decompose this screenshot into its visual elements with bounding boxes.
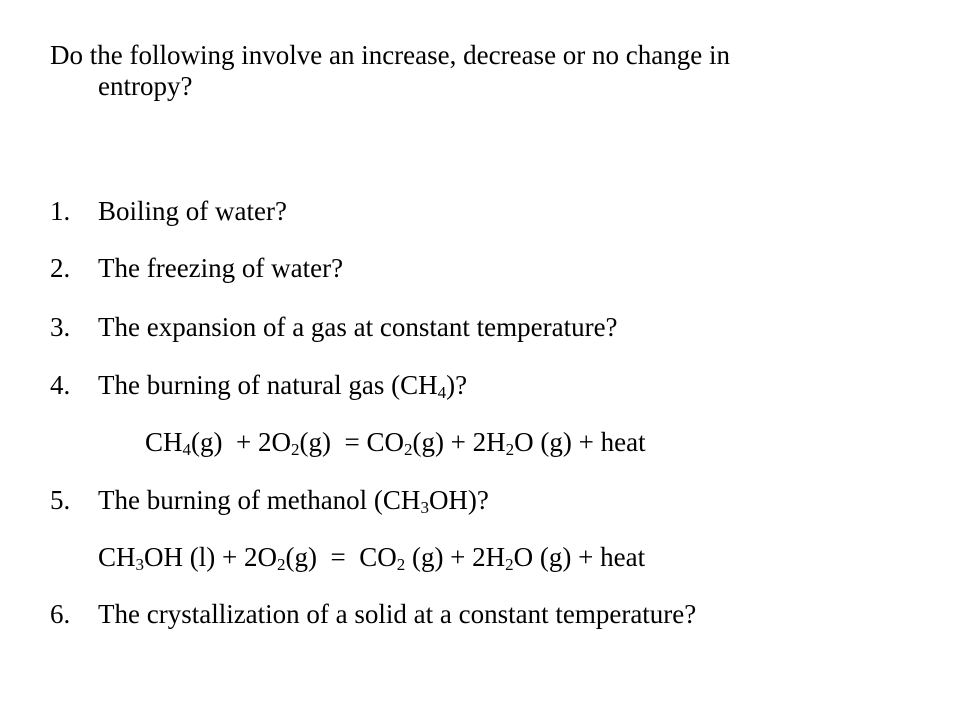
- eq-term: CH: [98, 542, 136, 572]
- list-item-number: 4.: [50, 370, 71, 400]
- list-item-text: The expansion of a gas at constant temperature?: [98, 312, 618, 342]
- eq-term: OH (l) + 2O: [144, 542, 277, 572]
- subscript: 4: [437, 383, 447, 402]
- list-item-text: The freezing of water?: [98, 253, 344, 283]
- list-item-3: [50, 312, 930, 343]
- eq-term: (g) = CO: [285, 542, 397, 572]
- question-line-2: entropy?: [98, 71, 193, 102]
- list-item-text-b: )?: [446, 370, 468, 400]
- subscript: 3: [420, 498, 429, 517]
- eq-term: CH: [145, 427, 183, 457]
- list-item-text-b: OH)?: [428, 485, 489, 515]
- list-item-2: [50, 253, 930, 284]
- list-item-number: 3.: [50, 312, 71, 342]
- list-item-1: [50, 196, 930, 227]
- eq-term: O (g) + heat: [513, 542, 646, 572]
- eq-term: O (g) + heat: [514, 427, 646, 457]
- subscript: 4: [182, 440, 192, 459]
- list-item-text: The crystallization of a solid at a constant temperature?: [98, 599, 697, 629]
- list-item-number: 1.: [50, 196, 71, 226]
- list-item-5: [50, 485, 930, 516]
- list-item-number: 5.: [50, 485, 71, 515]
- list-item-text-a: The burning of natural gas (CH: [98, 370, 438, 400]
- subscript: 2: [505, 555, 514, 574]
- equation-methane-combustion: [145, 427, 646, 458]
- list-item-4: [50, 370, 930, 401]
- subscript: 2: [396, 555, 406, 574]
- question-heading: [50, 40, 910, 102]
- subscript: 2: [276, 555, 286, 574]
- equation-methanol-combustion: [98, 542, 645, 573]
- subscript: 3: [135, 555, 145, 574]
- subscript: 2: [403, 440, 413, 459]
- eq-term: (g) + 2O: [191, 427, 291, 457]
- list-item-text-a: The burning of methanol (CH: [98, 485, 421, 515]
- eq-term: (g) + 2H: [412, 427, 506, 457]
- list-item-6: [50, 599, 930, 630]
- list-item-number: 6.: [50, 599, 71, 629]
- subscript: 2: [505, 440, 515, 459]
- list-item-text: Boiling of water?: [98, 196, 287, 226]
- eq-term: (g) + 2H: [405, 542, 506, 572]
- question-line-1: Do the following involve an increase, decrease or no change in: [50, 40, 730, 70]
- subscript: 2: [290, 440, 300, 459]
- eq-term: (g) = CO: [299, 427, 404, 457]
- list-item-number: 2.: [50, 253, 71, 283]
